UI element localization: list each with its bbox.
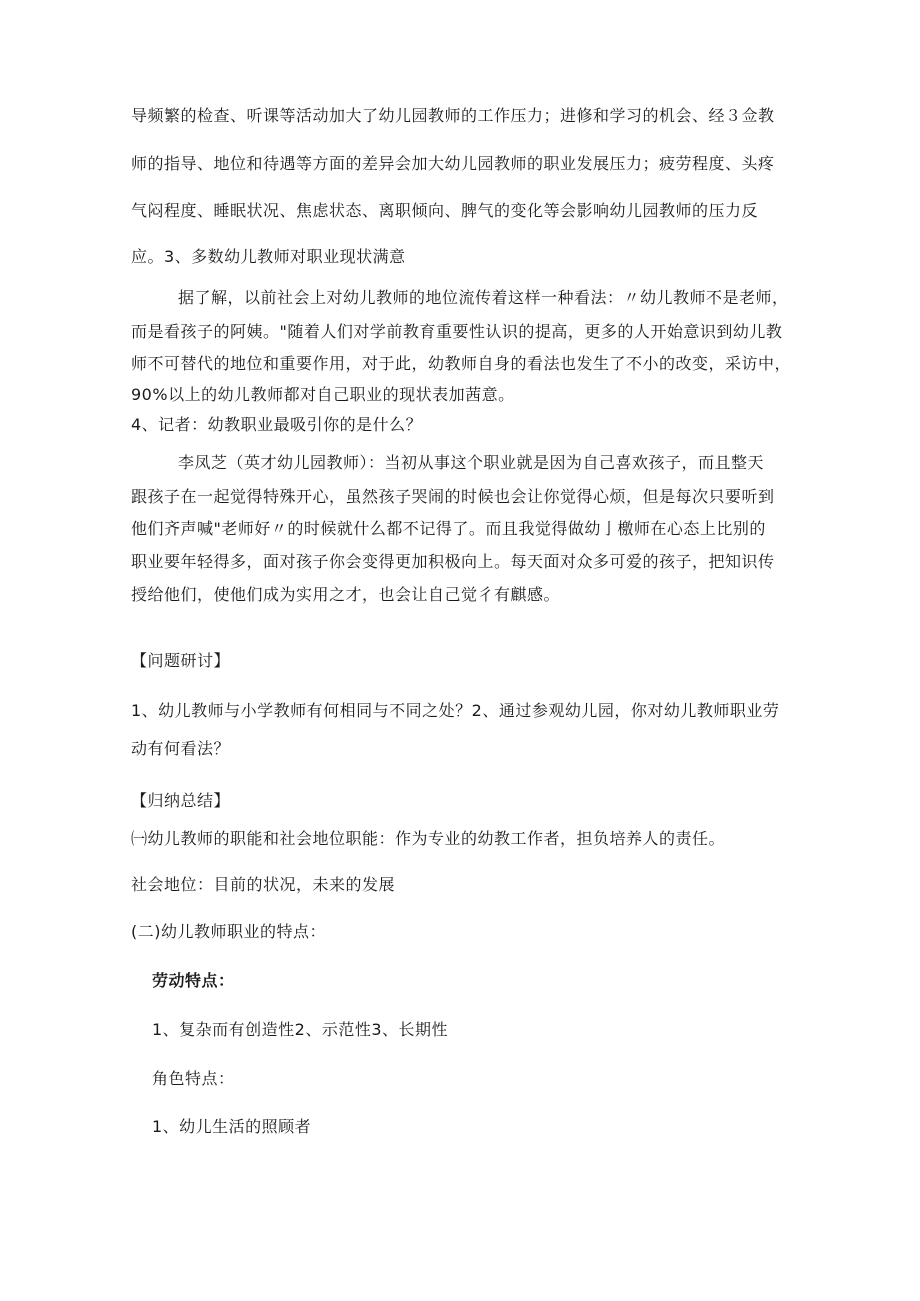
- paragraph3-line-1: 李凤芝（英才幼儿园教师）：当初从事这个职业就是因为自己喜欢孩子，而且整天: [178, 453, 765, 472]
- role-item-1: 1、幼儿生活的照顾者: [152, 1117, 312, 1136]
- role-characteristics-heading: 角色特点：: [152, 1069, 235, 1088]
- paragraph3-line-5: 授给他们，使他们成为实用之才，也会让自己觉彳有麒感。: [131, 585, 561, 604]
- paragraph2-line-2: 而是看孩子的阿姨。"随着人们对学前教育重要性认识的提高，更多的人开始意识到幼儿教: [131, 322, 783, 341]
- paragraph3-line-3: 他们齐声喊"老师好〃的时候就什么都不记得了。而且我觉得做幼亅檄师在心态上比别的: [131, 519, 766, 538]
- paragraph2-line-4: 90%以上的幼儿教师都对自己职业的现状表加茜意。: [131, 385, 515, 404]
- labor-characteristics-items: 1、复杂而有创造性2、示范性3、长期性: [152, 1020, 449, 1039]
- discussion-heading: 【问题研讨】: [131, 651, 231, 670]
- paragraph1-line-2: 师的指导、地位和待遇等方面的差异会加大幼儿园教师的职业发展压力；疲劳程度、头疼: [131, 154, 775, 173]
- summary-item-social-status: 社会地位：目前的状况，未来的发展: [131, 875, 396, 894]
- discussion-line-2: 动有何看法？: [131, 739, 231, 758]
- paragraph3-line-4: 职业要年轻得多，面对孩子你会变得更加积极向上。每天面对众多可爱的孩子，把知识传: [131, 552, 775, 571]
- paragraph1-line-3: 气闷程度、睡眠状况、焦虑状态、离职倾向、脾气的变化等会影响幼儿园教师的压力反: [131, 201, 759, 220]
- paragraph1-line-1: 导频繁的检查、听课等活动加大了幼儿园教师的工作压力；进修和学习的机会、经３佥教: [131, 106, 775, 125]
- question-4: 4、记者：幼教职业最吸引你的是什么？: [131, 415, 423, 434]
- summary-item-characteristics: (二)幼儿教师职业的特点：: [131, 922, 326, 941]
- paragraph3-line-2: 跟孩子在一起觉得特殊开心，虽然孩子哭闹的时候也会让你觉得心烦，但是每次只要听到: [131, 487, 775, 506]
- discussion-line-1: 1、幼儿教师与小学教师有何相同与不同之处？2、通过参观幼儿园，你对幼儿教师职业劳: [131, 701, 780, 720]
- paragraph2-line-3: 师不可替代的地位和重要作用，对于此，幼教师自身的看法也发生了不小的改变，采访中，: [131, 354, 792, 373]
- summary-heading: 【归纳总结】: [131, 791, 231, 810]
- paragraph2-line-1: 据了解，以前社会上对幼儿教师的地位流传着这样一种看法：〃幼儿教师不是老师，: [178, 288, 789, 307]
- labor-characteristics-heading: 劳动特点：: [152, 971, 235, 990]
- paragraph1-line-4: 应。3、多数幼儿教师对职业现状满意: [131, 247, 406, 266]
- summary-item-functions: ㈠幼儿教师的职能和社会地位职能：作为专业的幼教工作者，担负培养人的责任。: [131, 829, 726, 848]
